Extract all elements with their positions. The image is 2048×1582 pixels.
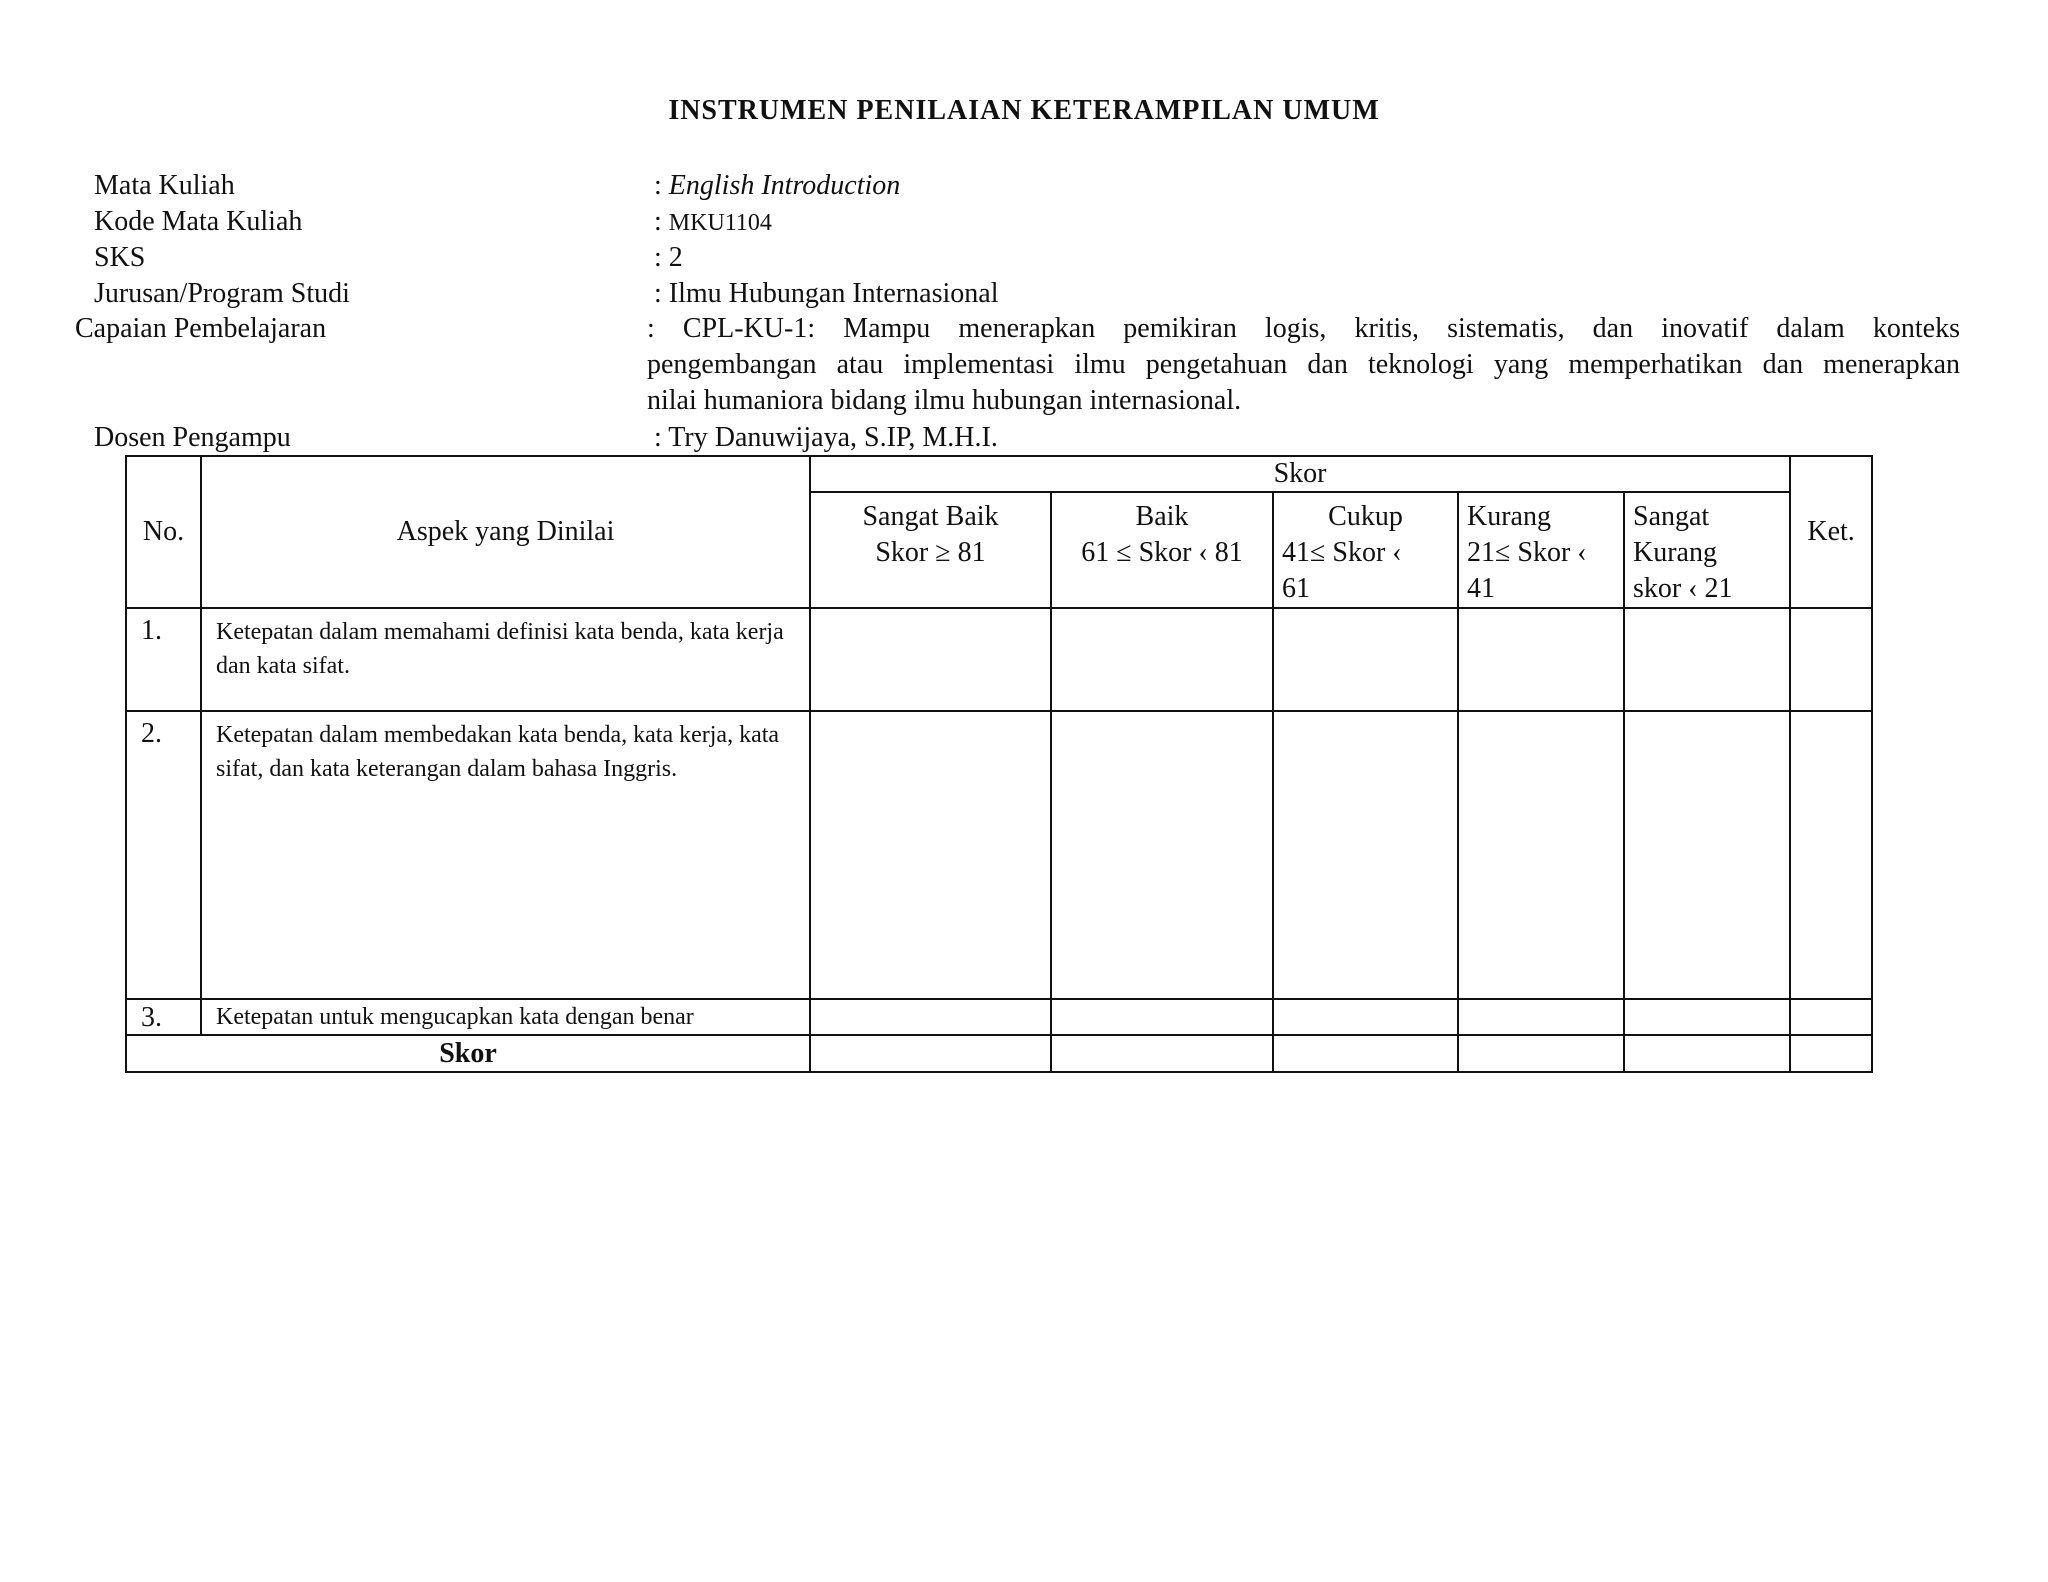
row-aspek: Ketepatan dalam membedakan kata benda, kata kerja, kata sifat, dan kata keterangan dalam bahasa Inggris. [201, 711, 810, 999]
score-cell[interactable] [1273, 608, 1458, 711]
table-row [126, 608, 1872, 711]
total-score-cell[interactable] [1458, 1035, 1624, 1072]
label-jurusan: Jurusan/Program Studi [94, 278, 350, 309]
score-cell[interactable] [1624, 999, 1790, 1035]
ket-cell[interactable] [1790, 608, 1872, 711]
table-row [126, 999, 1872, 1035]
header-skor: Skor [810, 456, 1790, 492]
level-kurang: Kurang 21≤ Skor ‹ 41 [1458, 492, 1624, 608]
header-ket: Ket. [1790, 456, 1872, 608]
score-cell[interactable] [1458, 999, 1624, 1035]
score-cell[interactable] [1624, 608, 1790, 711]
label-dosen: Dosen Pengampu [94, 422, 291, 453]
level-sangat-kurang: Sangat Kurang skor ‹ 21 [1624, 492, 1790, 608]
assessment-table [125, 455, 1873, 1073]
total-score-cell[interactable] [1051, 1035, 1273, 1072]
row-aspek: Ketepatan untuk mengucapkan kata dengan benar [201, 999, 810, 1035]
label-kode: Kode Mata Kuliah [94, 206, 303, 237]
value-mata-kuliah: : English Introduction [654, 170, 901, 201]
row-number: 1. [126, 608, 201, 711]
header-aspek: Aspek yang Dinilai [201, 456, 810, 608]
score-cell[interactable] [1051, 608, 1273, 711]
label-capaian: Capaian Pembelajaran [75, 313, 327, 344]
score-cell[interactable] [1458, 608, 1624, 711]
score-cell[interactable] [1273, 711, 1458, 999]
value-sks: : 2 [654, 242, 683, 273]
total-score-cell[interactable] [1273, 1035, 1458, 1072]
score-cell[interactable] [810, 999, 1051, 1035]
row-number: 2. [126, 711, 201, 999]
value-dosen: : Try Danuwijaya, S.IP, M.H.I. [654, 422, 998, 453]
score-cell[interactable] [1051, 999, 1273, 1035]
row-number: 3. [126, 999, 201, 1035]
total-score-cell[interactable] [810, 1035, 1051, 1072]
score-cell[interactable] [1458, 711, 1624, 999]
level-sangat-baik: Sangat Baik Skor ≥ 81 [810, 492, 1051, 608]
total-skor-label: Skor [126, 1035, 810, 1072]
value-kode: : MKU1104 [654, 206, 772, 237]
header-no: No. [126, 456, 201, 608]
label-sks: SKS [94, 242, 146, 273]
score-cell[interactable] [1051, 711, 1273, 999]
level-baik: Baik 61 ≤ Skor ‹ 81 [1051, 492, 1273, 608]
value-capaian: : CPL-KU-1: Mampu menerapkan pemikiran logis, kritis, sistematis, dan inovatif dalam konteks pengembangan atau implementasi ilmu pengetahuan dan teknologi yang memperhatikan dan menerapkan nilai humaniora bidang ilmu hubungan internasional. [647, 313, 1960, 416]
table-footer-row [126, 1035, 1872, 1072]
value-jurusan: : Ilmu Hubungan Internasional [654, 278, 999, 309]
score-cell[interactable] [1624, 711, 1790, 999]
ket-cell[interactable] [1790, 711, 1872, 999]
score-cell[interactable] [1273, 999, 1458, 1035]
document-title: INSTRUMEN PENILAIAN KETERAMPILAN UMUM [668, 95, 1380, 126]
level-cukup: Cukup 41≤ Skor ‹ 61 [1273, 492, 1458, 608]
ket-cell[interactable] [1790, 999, 1872, 1035]
table-row [126, 711, 1872, 999]
total-ket-cell[interactable] [1790, 1035, 1872, 1072]
label-mata-kuliah: Mata Kuliah [94, 170, 235, 201]
score-cell[interactable] [810, 711, 1051, 999]
total-score-cell[interactable] [1624, 1035, 1790, 1072]
score-cell[interactable] [810, 608, 1051, 711]
row-aspek: Ketepatan dalam memahami definisi kata benda, kata kerja dan kata sifat. [201, 608, 810, 711]
